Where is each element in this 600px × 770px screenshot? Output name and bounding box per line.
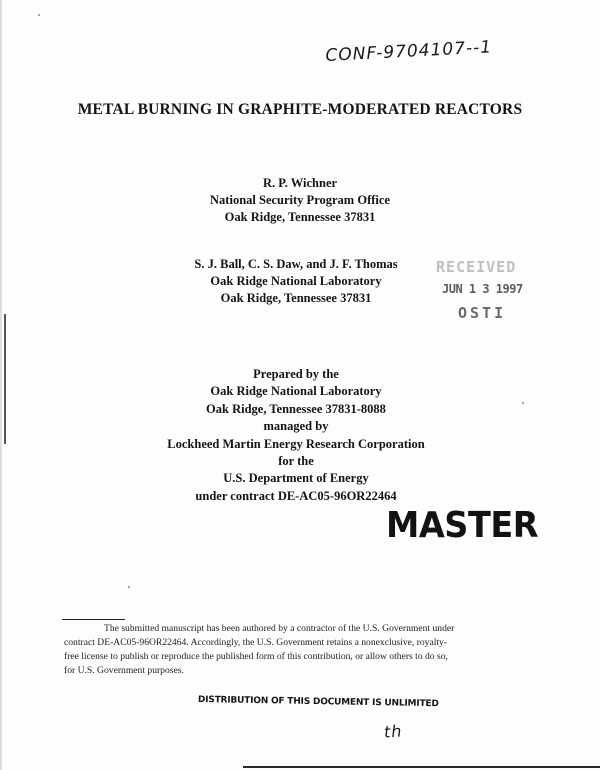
footnote-line-3: free license to publish or reproduce the published form of this contribution, or allow others to do so, xyxy=(64,651,448,662)
handwritten-initials: th xyxy=(383,721,404,742)
scan-speck xyxy=(128,586,130,588)
author-name: R. P. Wichner xyxy=(262,176,338,190)
received-stamp-word: RECEIVED xyxy=(436,258,517,276)
received-stamp-date: JUN 1 3 1997 xyxy=(442,282,523,296)
scan-speck xyxy=(38,14,40,16)
footnote xyxy=(64,622,534,678)
footnote-line-2: contract DE-AC05-96OR22464. Accordingly, the U.S. Government retains a nonexclusive, royalty- xyxy=(64,637,448,648)
prepared-line-1: Prepared by the xyxy=(253,367,339,381)
distribution-stamp: DISTRIBUTION OF THIS DOCUMENT IS UNLIMITED xyxy=(197,695,439,710)
prepared-line-7: U.S. Department of Energy xyxy=(223,471,369,486)
prepared-line-5: Lockheed Martin Energy Research Corporation xyxy=(167,436,425,451)
margin-mark xyxy=(4,314,6,444)
author-office: National Security Program Office xyxy=(210,193,390,207)
document-title: METAL BURNING IN GRAPHITE-MODERATED REACTORS xyxy=(77,101,523,118)
scan-speck xyxy=(522,402,524,404)
prepared-line-8: under contract DE-AC05-96OR22464 xyxy=(195,488,397,503)
master-stamp: MASTER xyxy=(386,505,539,546)
footnote-rule xyxy=(62,619,125,620)
prepared-line-3: Oak Ridge, Tennessee 37831-8088 xyxy=(206,401,386,416)
coauthor-names: S. J. Ball, C. S. Daw, and J. F. Thomas xyxy=(194,257,398,271)
received-stamp-osti: OSTI xyxy=(458,304,507,322)
prepared-by-block xyxy=(146,366,446,505)
author-block-1 xyxy=(150,175,450,226)
prepared-line-2: Oak Ridge National Laboratory xyxy=(210,384,382,399)
prepared-line-6: for the xyxy=(278,454,314,469)
author-block-2 xyxy=(146,256,446,307)
footnote-line-4: for U.S. Government purposes. xyxy=(64,665,184,676)
author-location: Oak Ridge, Tennessee 37831 xyxy=(224,210,376,224)
footnote-line-1: The submitted manuscript has been authored by a contractor of the U.S. Government under xyxy=(104,623,455,634)
bottom-edge-line xyxy=(243,766,600,768)
coauthor-lab: Oak Ridge National Laboratory xyxy=(210,274,382,288)
received-stamp xyxy=(436,258,546,322)
coauthor-location: Oak Ridge, Tennessee 37831 xyxy=(220,291,372,305)
handwritten-conf-number: CONF-9704107--1 xyxy=(325,37,493,66)
prepared-line-4: managed by xyxy=(263,419,329,434)
